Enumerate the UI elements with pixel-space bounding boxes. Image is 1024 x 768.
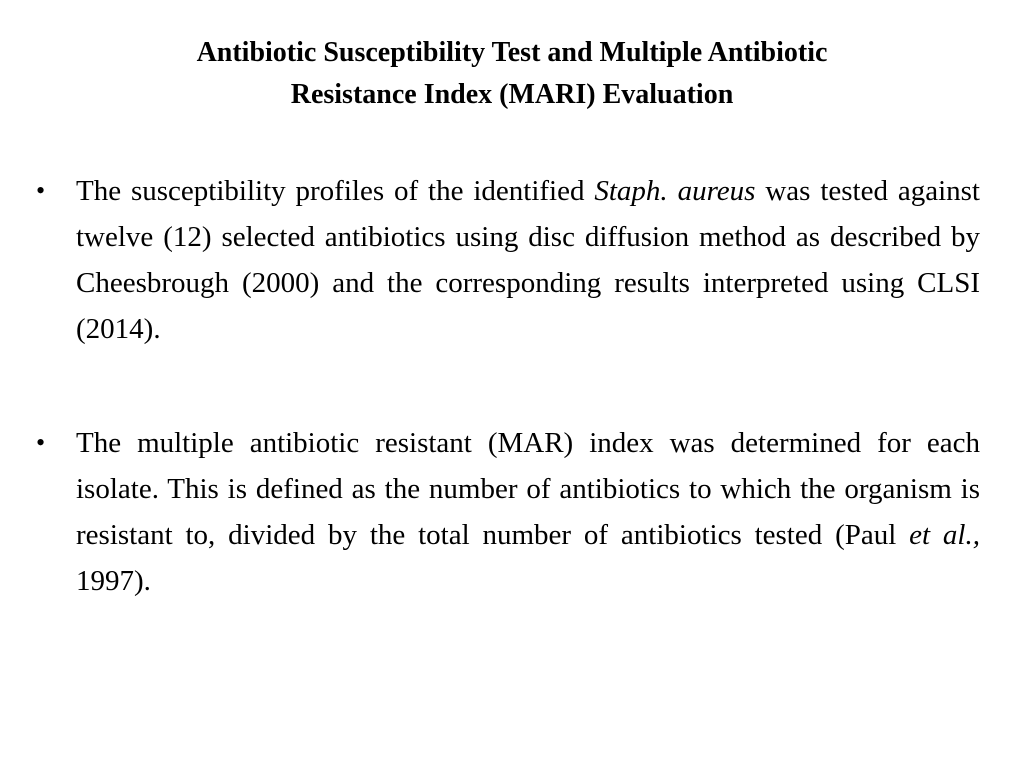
bullet-text: 1997). — [76, 565, 151, 597]
bullet-icon: • — [36, 428, 46, 457]
title-line-2: Resistance Index (MARI) Evaluation — [290, 79, 734, 110]
bullet-paragraph — [76, 168, 980, 352]
bullet-text: was tested against twelve (12) selected antibiotics using disc diffusion method as described by Cheesbrough (2000) and the corresponding results interpreted using CLSI (2014). — [76, 175, 980, 345]
bullet-text: The susceptibility profiles of the identified — [76, 175, 595, 207]
title-line-1: Antibiotic Susceptibility Test and Multiple Antibiotic — [196, 37, 828, 68]
bullet-italic-text: et al., — [909, 519, 980, 551]
bullet-paragraph — [76, 420, 980, 604]
bullet-list — [36, 168, 980, 604]
bullet-text: The multiple antibiotic resistant (MAR) index was determined for each isolate. This is defined as the number of antibiotics to which the organism is resistant to, divided by the total number of antibiotics tested (Paul — [76, 427, 980, 551]
bullet-italic-text: Staph. aureus — [594, 175, 756, 207]
bullet-item-susceptibility — [36, 168, 980, 352]
slide-title — [60, 32, 964, 116]
bullet-icon: • — [36, 176, 46, 205]
bullet-item-mar-index — [36, 420, 980, 604]
